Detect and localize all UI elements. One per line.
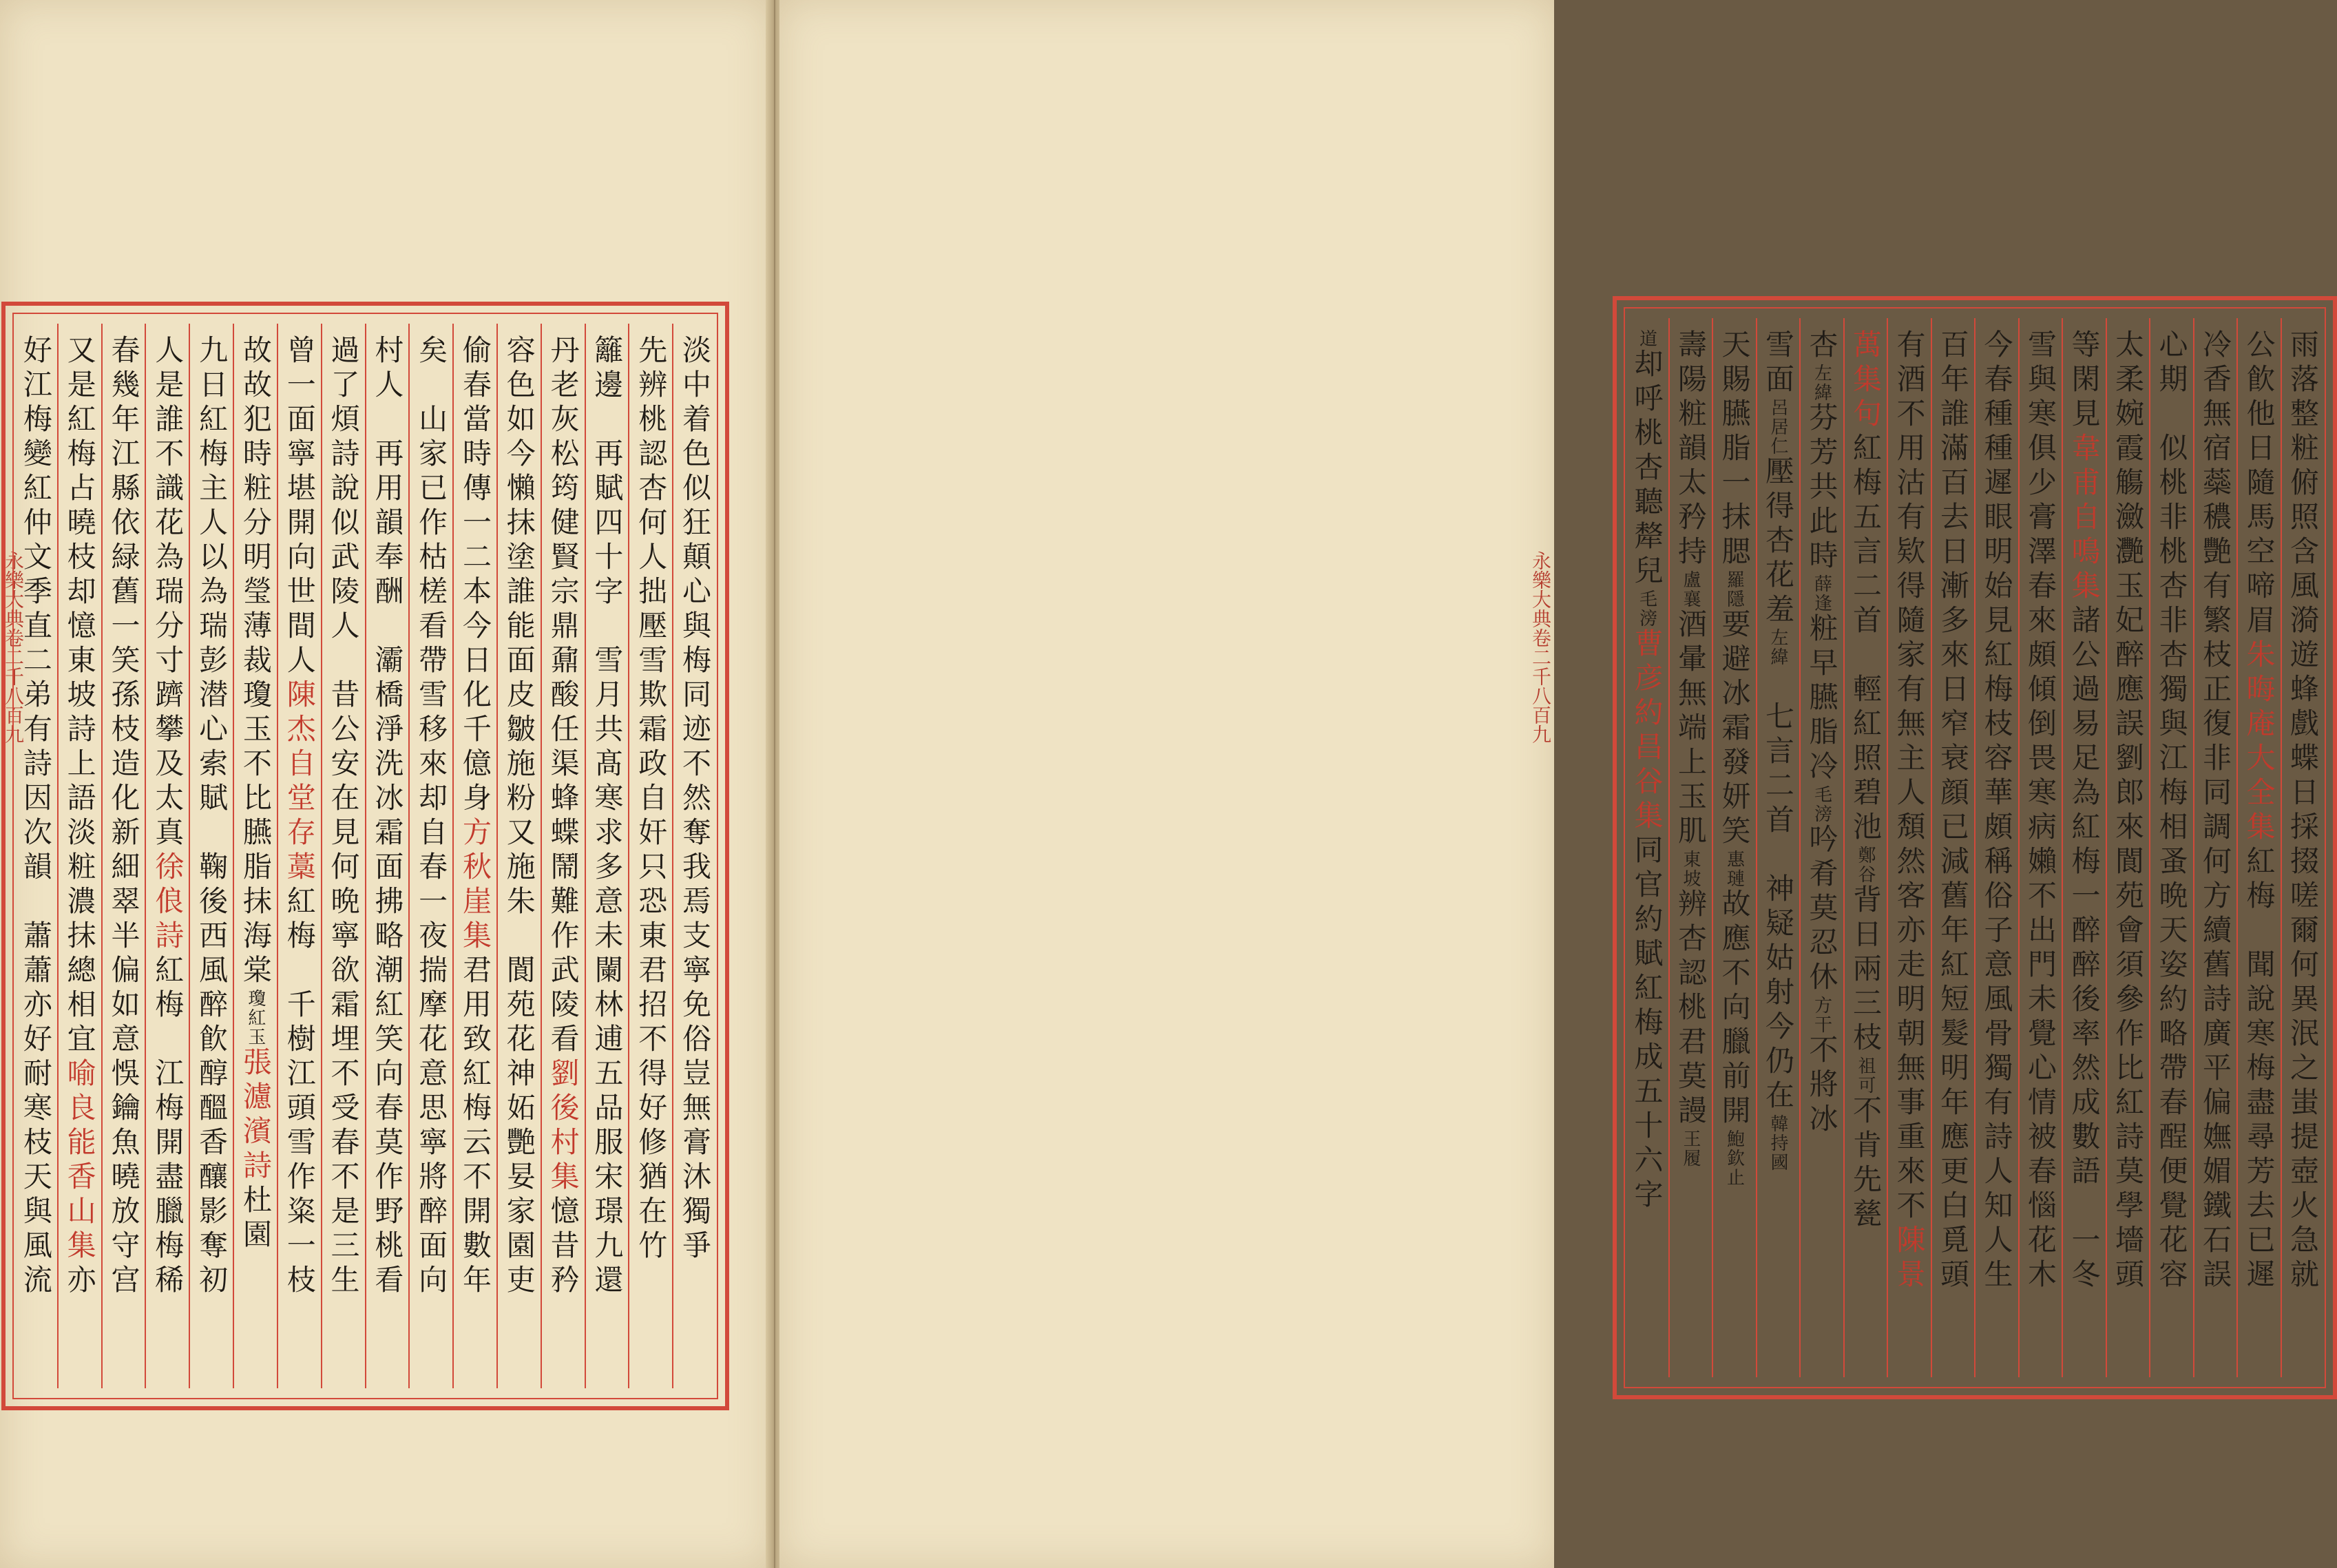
verse-text: 雪面: [1761, 329, 1795, 398]
source-title: 曹彦約昌谷集: [1630, 628, 1664, 835]
source-title: 劉後村集: [546, 1058, 580, 1195]
verse-text: 九日紅梅主人以為瑞彭潜心索賦 鞠後西風醉飮醇醞香釀影奪初: [195, 335, 229, 1299]
verse-text: 有酒不用沽有欵得隨家有無主人頽然客亦走明朝無事重來不: [1892, 329, 1927, 1224]
source-title: 方秋崖集: [458, 817, 492, 954]
author-note: 祖可: [1855, 1056, 1876, 1095]
source-title: 張濾濱詩: [238, 1047, 273, 1184]
text-column: [233, 335, 277, 1377]
verse-text: 不肯先甆: [1849, 1095, 1883, 1233]
text-column: [2150, 329, 2194, 1366]
source-title: 韋甫自鳴集: [2067, 432, 2102, 605]
author-note: 方干: [1811, 996, 1832, 1034]
source-title: 朱晦庵大全集: [2242, 639, 2276, 846]
left-frame: [1, 302, 729, 1410]
verse-text: 粧早臙脂冷: [1805, 613, 1839, 785]
text-column: [145, 335, 189, 1377]
verse-text: 故故犯時粧分明瑩薄裁瓊玉不比臙脂抹海棠: [238, 335, 273, 989]
verse-text: 先辨桃認杏何人拙壓雪欺霜政自奸只恐東君招不得好修猶在竹: [634, 335, 669, 1264]
author-note: 左緯: [1768, 628, 1788, 667]
verse-text: 要避冰霜發妍笑: [1717, 609, 1752, 850]
source-title: 陳杰自堂存藁: [282, 679, 317, 886]
verse-text: 冷香無宿蘂穠艷有繁枝正復非同調何方續舊詩廣平偏嫵媚鐵石誤: [2199, 329, 2232, 1293]
verse-text: 曾一面寧堪開向世間人: [282, 335, 317, 679]
text-column: [2062, 329, 2106, 1366]
verse-text: 却呼桃杏聽犛兒: [1630, 348, 1664, 589]
author-note: 瓊紅玉: [244, 989, 266, 1047]
text-column: [1887, 329, 1931, 1366]
verse-text: 好江梅變紅仲文季直二弟有詩因次韻 蕭蕭亦好耐寒枝天與風流: [19, 335, 53, 1299]
verse-text: 公飮他日隨馬空啼眉: [2242, 329, 2276, 639]
text-column: [673, 335, 717, 1377]
verse-text: 雪與寒俱少膏澤春來頗傾倒畏寒病嬾不出門未覺心情被春惱花木: [2024, 329, 2057, 1293]
text-column: [366, 335, 410, 1377]
verse-text: 芬芳共此時: [1805, 402, 1839, 574]
right-page: [779, 0, 2320, 1568]
author-note: 鮑欽止: [1723, 1129, 1745, 1187]
text-column: [2281, 329, 2325, 1366]
verse-text: 太柔婉霞觴瀲灧玉妃醉應誤劉郎來閬苑會須參作比紅詩莫學墻頭: [2111, 329, 2145, 1293]
verse-text: 七言二首 神疑姑射今仍在: [1761, 667, 1795, 1114]
verse-text: 紅梅五言二首 輕紅照碧池: [1849, 432, 1883, 846]
text-column: [2194, 329, 2238, 1366]
verse-text: 矣 山家已作枯槎看帶雪移來却自春一夜揣摩花意思寧將醉面向: [415, 335, 449, 1299]
verse-text: 容色如今懶抹塗誰能面皮皺施粉又施朱 閬苑花神妬艷妟家園吏: [502, 335, 536, 1299]
text-column: [277, 335, 322, 1377]
text-column: [1931, 329, 1976, 1366]
verse-text: 人是誰不識花為瑞分寸躋攀及太真: [151, 335, 185, 851]
verse-text: 憶昔矜: [546, 1195, 580, 1299]
text-column: [453, 335, 497, 1377]
author-note: 羅隱: [1723, 570, 1745, 609]
author-note: 呂居仁: [1768, 398, 1788, 456]
source-title: 萬集句: [1849, 329, 1883, 432]
text-column: [1712, 329, 1757, 1366]
verse-text: 壽陽粧韻太矜持: [1674, 329, 1708, 570]
text-column: [2019, 329, 2063, 1366]
text-column: [1800, 329, 1844, 1366]
source-title: 徐俍詩: [151, 851, 185, 954]
source-title: 喻良能香山集: [63, 1058, 97, 1264]
left-page: [0, 0, 771, 1568]
text-column: [102, 335, 146, 1377]
text-column: [541, 335, 585, 1377]
verse-text: 天賜臙脂一抹腮: [1717, 329, 1752, 570]
author-note: 薛逢: [1811, 574, 1832, 613]
right-edge-label: 永樂大典卷二千八百九: [1529, 551, 1552, 744]
verse-text: 又是紅梅占曉枝却憶東坡詩上語淡粧濃抹總相宜: [63, 335, 97, 1058]
verse-text: 春幾年江縣依緑舊一笑孫枝造化新細翠半偏如意悞鑰魚曉放守宫: [107, 335, 141, 1299]
verse-text: 心期 似桃非桃杏非杏獨與江梅相蚤晩天姿約略帶春酲便覺花容: [2155, 329, 2189, 1293]
verse-text: 百年誰滿百去日漸多來日窄衰顔已減舊年紅短髮明年應更白覓頭: [1936, 329, 1970, 1293]
author-note: 王履: [1680, 1129, 1701, 1168]
verse-text: 亦: [63, 1264, 97, 1299]
text-column: [409, 335, 453, 1377]
text-column: [1757, 329, 1801, 1366]
author-note: 東坡: [1680, 850, 1701, 888]
text-column: [585, 335, 629, 1377]
text-column: [1625, 329, 1669, 1366]
verse-text: 今春種種遲眼明始見紅梅枝容華頗稱俗子意風骨獨有詩人知人生: [1980, 329, 2014, 1293]
text-column: [189, 335, 233, 1377]
author-note: 毛滂: [1811, 785, 1832, 824]
verse-text: 籬邊 再賦四十字 雪月共髙寒求多意未闌林逋五品服宋璟九還: [590, 335, 625, 1299]
right-frame: [1613, 296, 2337, 1399]
verse-text: 紅梅 江梅開盡臘梅稀: [151, 954, 185, 1299]
text-column: [14, 335, 58, 1377]
text-column: [497, 335, 541, 1377]
verse-text: 雨落整粧俯照含風漪遊蜂戲蝶日採掇嗟爾何異泯之蚩提壺火急就: [2286, 329, 2320, 1293]
text-column: [629, 335, 673, 1377]
text-column: [2106, 329, 2150, 1366]
left-edge-label: 永樂大典卷二千八百九: [2, 551, 25, 744]
verse-text: 過了煩詩說似武陵人 昔公安在見何晩寧欲霜埋不受春不是三生: [326, 335, 361, 1299]
verse-text: 杏: [1805, 329, 1839, 364]
author-note: 毛滂: [1636, 589, 1657, 628]
text-column: [2237, 329, 2281, 1366]
verse-text: 君用致紅梅云不開數年: [458, 954, 492, 1299]
text-column: [1669, 329, 1713, 1366]
author-note: 盧襄: [1680, 570, 1701, 609]
right-text-block: [1624, 307, 2326, 1388]
text-column: [58, 335, 102, 1377]
left-text-block: [12, 313, 718, 1399]
verse-text: 酒暈無端上玉肌: [1674, 609, 1708, 850]
verse-text: 故應不向臘前開: [1717, 888, 1752, 1129]
verse-text: 丹老灰松筠健賢宗鼎鼐酸任渠蜂蝶鬧難作武陵看: [546, 335, 580, 1058]
verse-text: 等閑見: [2067, 329, 2102, 432]
verse-text: 淡中着色似狂顛心與梅同迹不然奪我焉支寧免俗豈無膏沐獨爭: [678, 335, 712, 1264]
verse-text: 偷春當時傳一二本今日化千億身: [458, 335, 492, 817]
verse-text: 紅梅 聞說寒梅盡尋芳去已遲: [2242, 846, 2276, 1293]
author-note: 韓持國: [1768, 1114, 1788, 1172]
author-note: 鄭谷: [1855, 846, 1876, 884]
verse-text: 村人 再用韻奉酬 灞橋淨洗冰霜面拂略潮紅笑向春莫作野桃看: [370, 335, 405, 1299]
verse-text: 背日兩三枝: [1849, 884, 1883, 1056]
text-column: [1844, 329, 1888, 1366]
verse-text: 不將冰: [1805, 1034, 1839, 1138]
verse-text: 諸公過易足為紅梅一醉醉後率然成數語 一冬: [2067, 605, 2102, 1293]
verse-text: 紅梅 千樹江頭雪作粢一枝: [282, 886, 317, 1299]
verse-text: 杜園: [238, 1184, 273, 1253]
verse-text: 同官約賦紅梅成五十六字: [1630, 835, 1664, 1213]
text-column: [1975, 329, 2019, 1366]
author-note: 道: [1636, 329, 1657, 348]
author-note: 左緯: [1811, 364, 1832, 402]
source-title: 陳景: [1892, 1224, 1927, 1293]
author-note: 惠璉: [1723, 850, 1745, 888]
verse-text: 壓得杏花羞: [1761, 456, 1795, 628]
verse-text: 吟肴莫忍休: [1805, 824, 1839, 996]
verse-text: 辨杏認桃君莫謾: [1674, 888, 1708, 1129]
text-column: [322, 335, 366, 1377]
